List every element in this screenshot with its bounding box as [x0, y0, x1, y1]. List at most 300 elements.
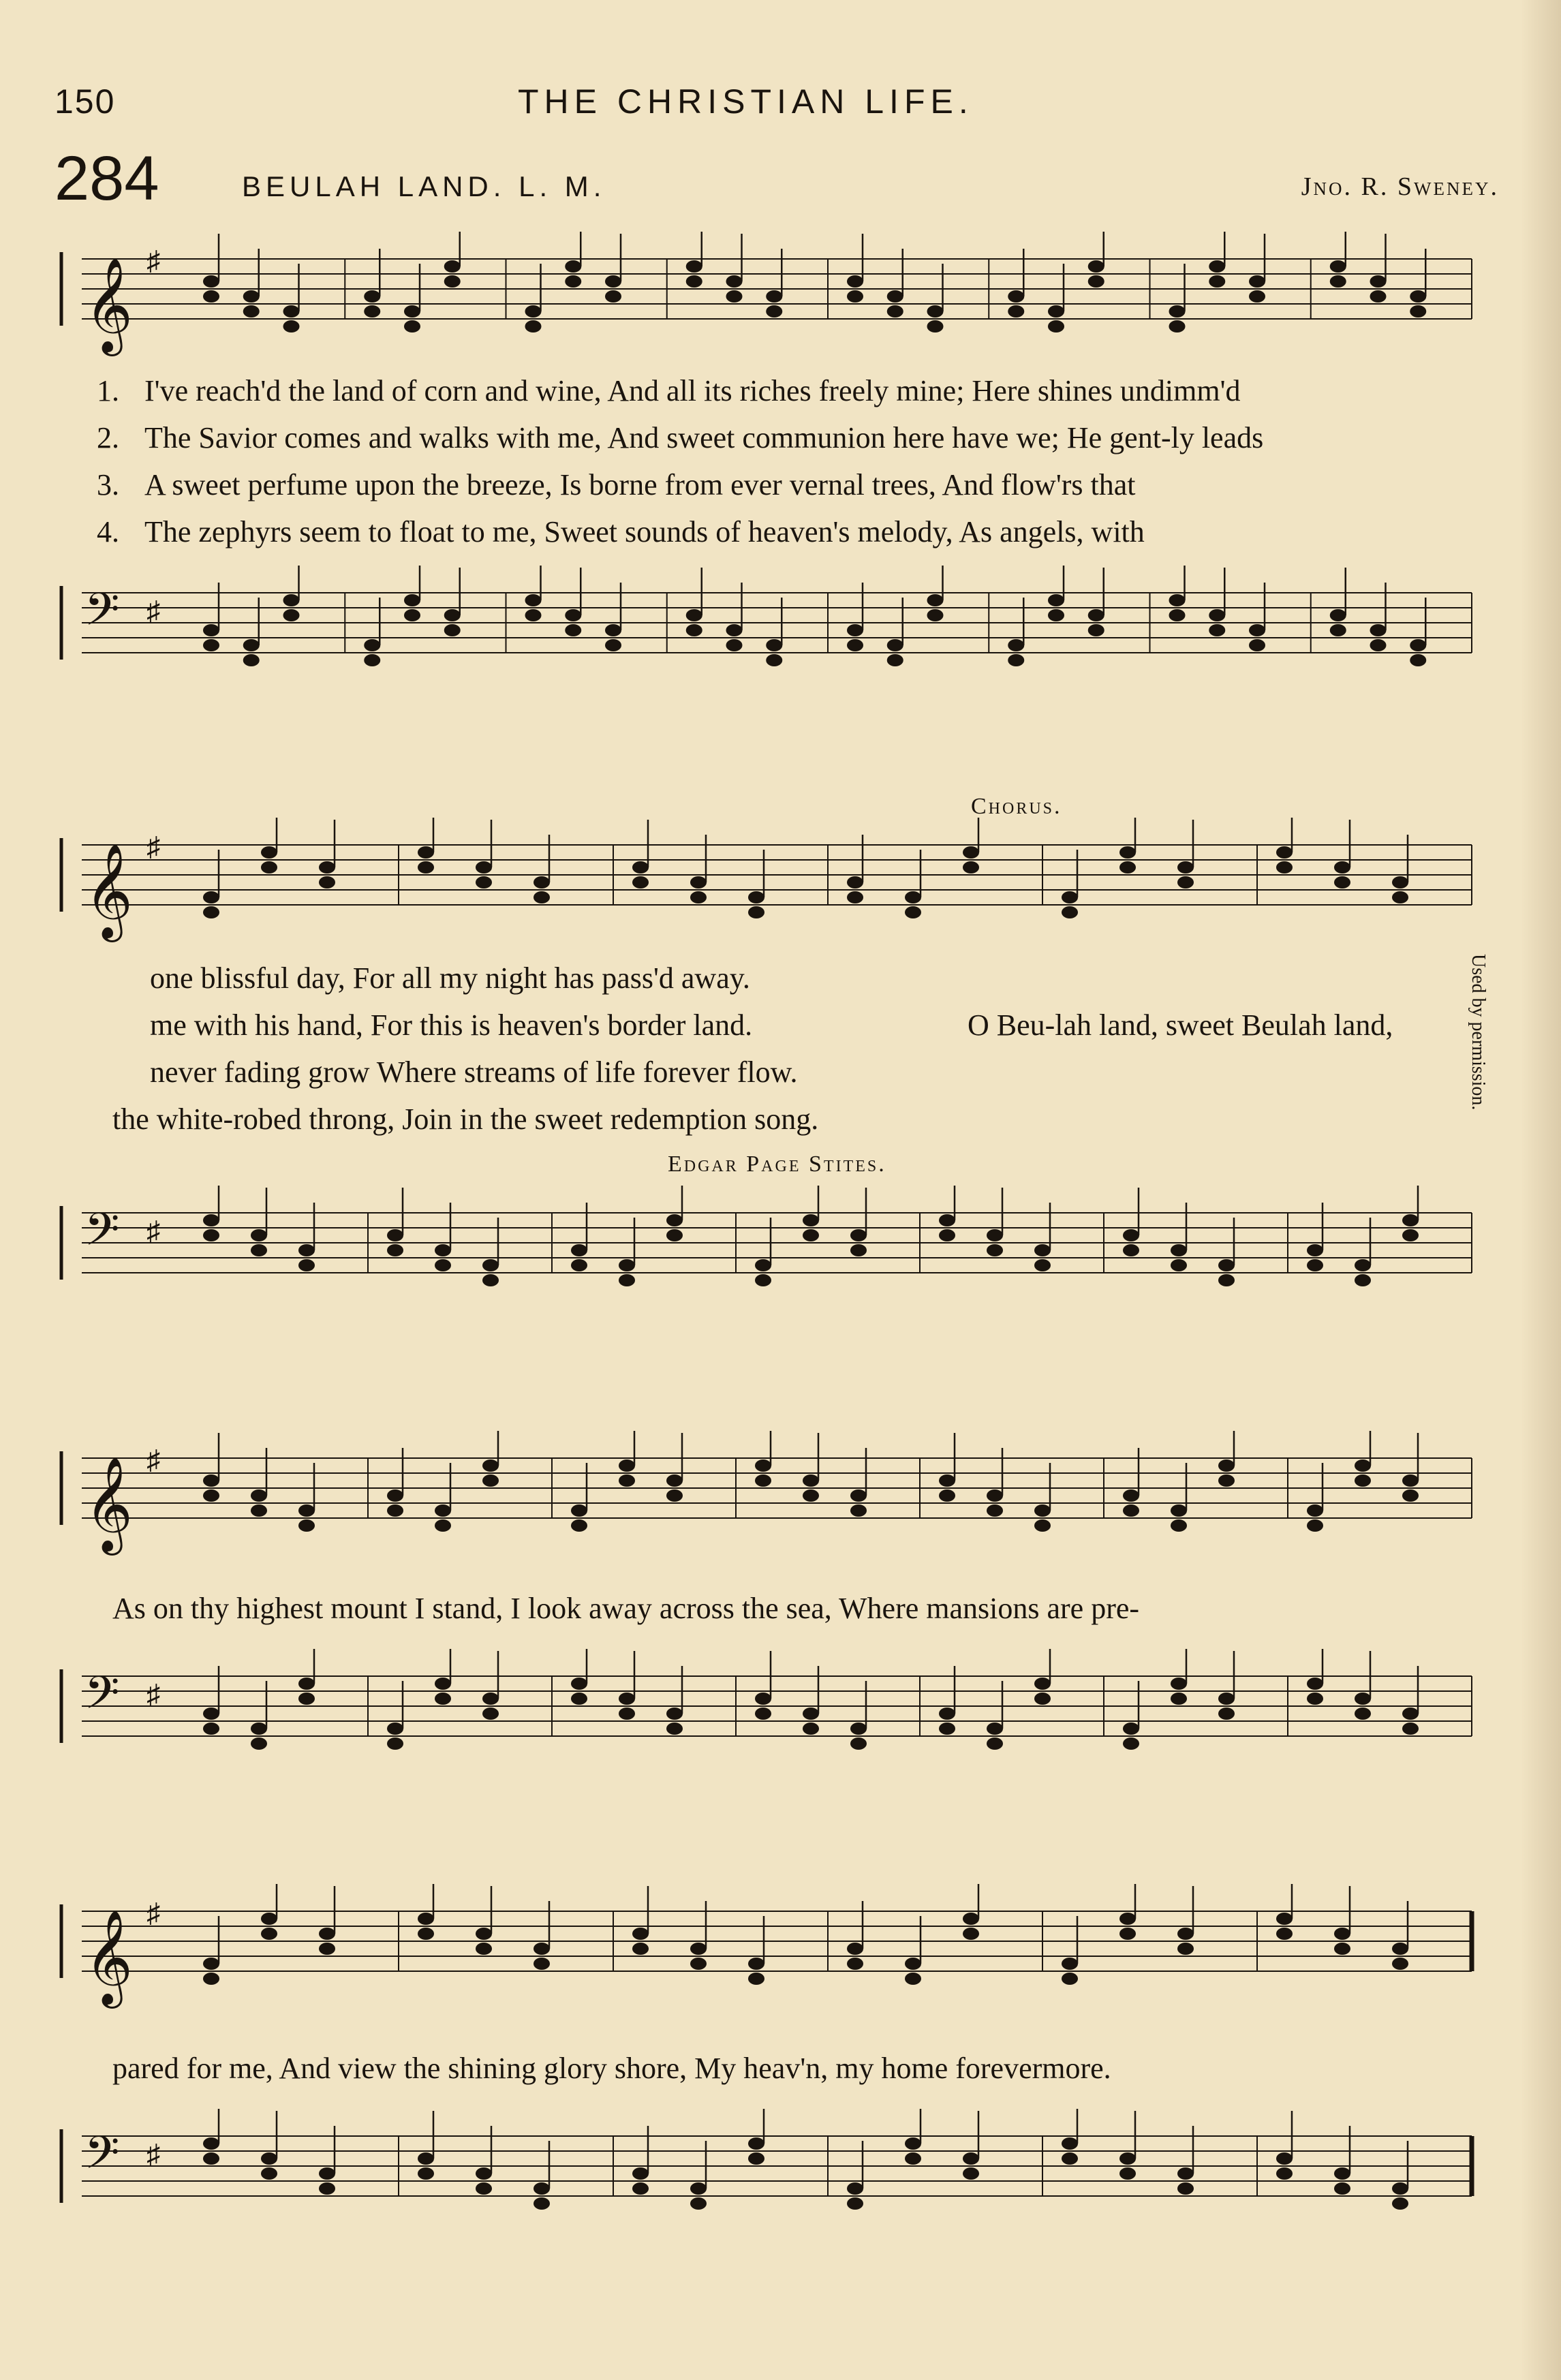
verse-3-line-2: never fading grow Where streams of life forever flow. — [150, 1055, 798, 1089]
note-head — [847, 2182, 863, 2195]
note-head — [686, 275, 702, 288]
note-head — [319, 876, 335, 888]
note-head — [387, 1489, 403, 1502]
note-head — [1330, 609, 1346, 621]
bass-staff-2 — [55, 1186, 1485, 1322]
note-head — [726, 290, 743, 303]
note-head — [755, 1259, 771, 1271]
note-head — [1249, 639, 1265, 651]
note-head — [283, 594, 300, 606]
note-head — [1334, 2182, 1350, 2195]
note-head — [963, 1913, 979, 1925]
note-head — [847, 2197, 863, 2210]
treble-staff-3 — [55, 1431, 1485, 1567]
note-head — [1088, 609, 1104, 621]
note-head — [1048, 609, 1064, 621]
note-head — [1119, 2152, 1136, 2165]
note-head — [482, 1474, 499, 1487]
note-head — [1334, 1943, 1350, 1955]
note-head — [571, 1519, 587, 1532]
note-head — [387, 1229, 403, 1241]
note-head — [1119, 861, 1136, 874]
note-head — [605, 624, 621, 636]
note-head — [905, 2152, 921, 2165]
note-head — [850, 1722, 867, 1735]
note-head — [203, 1722, 219, 1735]
note-head — [482, 1707, 499, 1720]
note-head — [1177, 2167, 1194, 2180]
note-head — [1171, 1244, 1187, 1256]
note-head — [887, 654, 903, 666]
note-head — [850, 1229, 867, 1241]
note-head — [690, 891, 707, 903]
note-head — [1276, 861, 1293, 874]
verse-1-line-2: one blissful day, For all my night has pass'd away. — [150, 961, 750, 995]
note-head — [418, 1913, 434, 1925]
note-head — [605, 275, 621, 288]
note-head — [1330, 624, 1346, 636]
note-head — [435, 1244, 451, 1256]
note-head — [571, 1678, 587, 1690]
music-system-3 — [55, 1417, 1485, 1799]
note-head — [261, 846, 277, 859]
note-head — [203, 624, 219, 636]
note-head — [1218, 1707, 1235, 1720]
key-signature-sharp-icon: ♯ — [146, 596, 160, 626]
note-head — [1123, 1737, 1139, 1750]
note-head — [482, 1259, 499, 1271]
note-head — [1088, 624, 1104, 636]
note-head — [565, 260, 581, 273]
note-head — [987, 1244, 1003, 1256]
key-signature-sharp-icon: ♯ — [146, 1898, 160, 1928]
note-head — [1334, 1928, 1350, 1940]
note-head — [963, 2152, 979, 2165]
note-head — [476, 2182, 492, 2195]
note-head — [1171, 1678, 1187, 1690]
note-head — [435, 1504, 451, 1517]
treble-staff-1 — [55, 232, 1485, 368]
note-head — [435, 1678, 451, 1690]
note-head — [1370, 290, 1387, 303]
note-head — [987, 1229, 1003, 1241]
note-head — [632, 876, 649, 888]
note-head — [1177, 876, 1194, 888]
note-head — [987, 1504, 1003, 1517]
note-head — [1171, 1693, 1187, 1705]
treble-clef-icon: 𝄞 — [84, 258, 133, 352]
note-head — [482, 1693, 499, 1705]
note-head — [847, 891, 863, 903]
note-head — [939, 1722, 955, 1735]
treble-clef-icon: 𝄞 — [84, 1457, 133, 1551]
note-head — [1355, 1474, 1371, 1487]
note-head — [444, 275, 461, 288]
note-head — [203, 1707, 219, 1720]
note-head — [1370, 639, 1387, 651]
note-head — [803, 1474, 819, 1487]
note-head — [987, 1489, 1003, 1502]
note-head — [748, 891, 764, 903]
note-head — [203, 1489, 219, 1502]
note-head — [1402, 1489, 1419, 1502]
permission-note: Used by permission. — [1468, 954, 1489, 1111]
note-head — [963, 1928, 979, 1940]
note-head — [1334, 861, 1350, 874]
note-head — [905, 2137, 921, 2150]
note-head — [1171, 1504, 1187, 1517]
note-head — [418, 2152, 434, 2165]
note-head — [203, 1958, 219, 1970]
note-head — [632, 2167, 649, 2180]
note-head — [565, 624, 581, 636]
note-head — [283, 609, 300, 621]
note-head — [1392, 891, 1408, 903]
note-head — [319, 861, 335, 874]
note-head — [686, 624, 702, 636]
note-head — [690, 2197, 707, 2210]
note-head — [203, 1229, 219, 1241]
note-head — [987, 1737, 1003, 1750]
note-head — [666, 1489, 683, 1502]
note-head — [1034, 1244, 1051, 1256]
note-head — [482, 1459, 499, 1472]
note-head — [319, 1943, 335, 1955]
note-head — [963, 861, 979, 874]
note-head — [387, 1244, 403, 1256]
note-head — [319, 2167, 335, 2180]
note-head — [1402, 1707, 1419, 1720]
note-head — [605, 639, 621, 651]
note-head — [632, 1943, 649, 1955]
note-head — [1370, 624, 1387, 636]
note-head — [298, 1693, 315, 1705]
note-head — [387, 1504, 403, 1517]
note-head — [1334, 2167, 1350, 2180]
note-head — [1008, 654, 1024, 666]
note-head — [847, 1943, 863, 1955]
note-head — [319, 1928, 335, 1940]
note-head — [847, 876, 863, 888]
note-head — [298, 1244, 315, 1256]
note-head — [418, 846, 434, 859]
note-head — [1330, 275, 1346, 288]
note-head — [1088, 260, 1104, 273]
note-head — [1062, 2137, 1078, 2150]
note-head — [251, 1229, 267, 1241]
note-head — [1169, 305, 1186, 318]
note-head — [632, 2182, 649, 2195]
note-head — [1218, 1459, 1235, 1472]
page-header — [55, 82, 1485, 129]
note-head — [476, 861, 492, 874]
note-head — [1169, 594, 1186, 606]
note-head — [251, 1489, 267, 1502]
treble-staff-2 — [55, 818, 1485, 954]
note-head — [534, 891, 550, 903]
note-head — [243, 639, 260, 651]
note-head — [243, 654, 260, 666]
note-head — [666, 1474, 683, 1487]
note-head — [387, 1722, 403, 1735]
note-head — [203, 639, 219, 651]
note-head — [1370, 275, 1387, 288]
note-head — [435, 1259, 451, 1271]
note-head — [755, 1693, 771, 1705]
note-head — [1410, 290, 1426, 303]
note-head — [619, 1274, 635, 1286]
note-head — [1218, 1693, 1235, 1705]
note-head — [939, 1229, 955, 1241]
key-signature-sharp-icon: ♯ — [146, 245, 160, 276]
note-head — [1209, 275, 1225, 288]
key-signature-sharp-icon: ♯ — [146, 1444, 160, 1475]
note-head — [1034, 1693, 1051, 1705]
note-head — [887, 305, 903, 318]
note-head — [755, 1274, 771, 1286]
note-head — [987, 1722, 1003, 1735]
note-head — [1330, 260, 1346, 273]
note-head — [319, 2182, 335, 2195]
bass-staff-3 — [55, 1649, 1485, 1785]
note-head — [283, 305, 300, 318]
note-head — [476, 1928, 492, 1940]
note-head — [803, 1214, 819, 1226]
chorus-line-1: O Beu-lah land, sweet Beulah land, — [968, 1008, 1393, 1042]
note-head — [203, 1973, 219, 1985]
chorus-label: Chorus. — [971, 794, 1062, 819]
note-head — [690, 876, 707, 888]
note-head — [850, 1737, 867, 1750]
note-head — [905, 1973, 921, 1985]
bass-clef-icon: 𝄢 — [84, 583, 120, 647]
note-head — [666, 1214, 683, 1226]
note-head — [1034, 1678, 1051, 1690]
key-signature-sharp-icon: ♯ — [146, 1216, 160, 1246]
note-head — [1392, 2197, 1408, 2210]
note-head — [571, 1244, 587, 1256]
note-head — [1171, 1259, 1187, 1271]
note-head — [619, 1259, 635, 1271]
note-head — [1209, 260, 1225, 273]
note-head — [1392, 876, 1408, 888]
note-head — [619, 1459, 635, 1472]
note-head — [766, 639, 782, 651]
note-head — [1355, 1274, 1371, 1286]
note-head — [387, 1737, 403, 1750]
note-head — [905, 906, 921, 918]
bass-clef-icon: 𝄢 — [84, 1203, 120, 1267]
note-head — [1410, 654, 1426, 666]
note-head — [1249, 624, 1265, 636]
chorus-line-3: pared for me, And view the shining glory shore, My heav'n, my home forevermore. — [112, 2052, 1111, 2085]
note-head — [939, 1489, 955, 1502]
verse-3-line-1: 3. A sweet perfume upon the breeze, Is borne from ever vernal trees, And flow'rs that — [97, 468, 1136, 501]
note-head — [927, 594, 944, 606]
note-head — [476, 2167, 492, 2180]
note-head — [1307, 1259, 1323, 1271]
hymn-heading — [55, 143, 1499, 218]
note-head — [444, 609, 461, 621]
note-head — [1402, 1214, 1419, 1226]
note-head — [1123, 1244, 1139, 1256]
note-head — [748, 906, 764, 918]
running-title: THE CHRISTIAN LIFE. — [518, 82, 974, 121]
note-head — [261, 2152, 277, 2165]
note-head — [755, 1474, 771, 1487]
note-head — [435, 1519, 451, 1532]
note-head — [298, 1504, 315, 1517]
note-head — [525, 594, 542, 606]
note-head — [1402, 1474, 1419, 1487]
note-head — [482, 1274, 499, 1286]
note-head — [1008, 290, 1024, 303]
note-head — [1355, 1259, 1371, 1271]
note-head — [525, 305, 542, 318]
note-head — [418, 1928, 434, 1940]
bass-staff-1 — [55, 566, 1485, 702]
note-head — [1123, 1722, 1139, 1735]
note-head — [444, 260, 461, 273]
note-head — [1218, 1474, 1235, 1487]
note-head — [1062, 906, 1078, 918]
note-head — [1062, 891, 1078, 903]
note-head — [251, 1737, 267, 1750]
note-head — [251, 1722, 267, 1735]
note-head — [1048, 320, 1064, 333]
note-head — [1088, 275, 1104, 288]
note-head — [1307, 1519, 1323, 1532]
note-head — [1249, 275, 1265, 288]
note-head — [887, 639, 903, 651]
note-head — [1392, 1958, 1408, 1970]
note-head — [243, 305, 260, 318]
note-head — [1034, 1504, 1051, 1517]
note-head — [939, 1707, 955, 1720]
note-head — [726, 275, 743, 288]
note-head — [847, 639, 863, 651]
treble-clef-icon: 𝄞 — [84, 1910, 133, 2005]
note-head — [766, 654, 782, 666]
verse-4-line-1: 4. The zephyrs seem to float to me, Sweet sounds of heaven's melody, As angels, with — [97, 515, 1145, 548]
note-head — [298, 1519, 315, 1532]
music-system-1 — [55, 218, 1485, 709]
note-head — [905, 1958, 921, 1970]
bass-clef-icon: 𝄢 — [84, 1667, 120, 1730]
note-head — [203, 906, 219, 918]
note-head — [755, 1459, 771, 1472]
note-head — [847, 1958, 863, 1970]
note-head — [690, 1943, 707, 1955]
note-head — [418, 2167, 434, 2180]
note-head — [1177, 861, 1194, 874]
note-head — [261, 1928, 277, 1940]
note-head — [534, 876, 550, 888]
note-head — [1123, 1229, 1139, 1241]
note-head — [404, 594, 420, 606]
note-head — [203, 891, 219, 903]
note-head — [1123, 1489, 1139, 1502]
note-head — [619, 1693, 635, 1705]
note-head — [525, 609, 542, 621]
note-head — [748, 2137, 764, 2150]
note-head — [404, 320, 420, 333]
note-head — [1392, 2182, 1408, 2195]
note-head — [534, 1943, 550, 1955]
page-edge-shading — [1520, 0, 1561, 2380]
bass-staff-4 — [55, 2109, 1485, 2245]
note-head — [1307, 1244, 1323, 1256]
note-head — [666, 1722, 683, 1735]
note-head — [1276, 2152, 1293, 2165]
key-signature-sharp-icon: ♯ — [146, 831, 160, 862]
note-head — [404, 305, 420, 318]
note-head — [887, 290, 903, 303]
note-head — [203, 275, 219, 288]
note-head — [565, 275, 581, 288]
note-head — [1355, 1459, 1371, 1472]
hymn-number: 284 — [55, 144, 159, 213]
note-head — [632, 1928, 649, 1940]
note-head — [1355, 1693, 1371, 1705]
bass-clef-icon: 𝄢 — [84, 2127, 120, 2190]
note-head — [203, 2152, 219, 2165]
note-head — [534, 2197, 550, 2210]
verse-2-line-2: me with his hand, For this is heaven's border land. — [150, 1008, 753, 1042]
note-head — [1119, 1928, 1136, 1940]
note-head — [963, 846, 979, 859]
note-head — [690, 1958, 707, 1970]
note-head — [666, 1229, 683, 1241]
note-head — [1169, 320, 1186, 333]
note-head — [1169, 609, 1186, 621]
note-head — [803, 1707, 819, 1720]
note-head — [1276, 846, 1293, 859]
note-head — [418, 861, 434, 874]
note-head — [1119, 2167, 1136, 2180]
note-head — [803, 1722, 819, 1735]
note-head — [939, 1474, 955, 1487]
note-head — [666, 1707, 683, 1720]
verse-2-line-1: 2. The Savior comes and walks with me, And sweet communion here have we; He gent-ly leads — [97, 421, 1264, 454]
note-head — [905, 891, 921, 903]
note-head — [1307, 1678, 1323, 1690]
note-head — [364, 639, 380, 651]
note-head — [435, 1693, 451, 1705]
note-head — [927, 305, 944, 318]
note-head — [1062, 1958, 1078, 1970]
note-head — [1008, 639, 1024, 651]
note-head — [619, 1707, 635, 1720]
note-head — [1218, 1274, 1235, 1286]
note-head — [1171, 1519, 1187, 1532]
note-head — [203, 1474, 219, 1487]
note-head — [927, 609, 944, 621]
key-signature-sharp-icon: ♯ — [146, 1679, 160, 1710]
treble-clef-icon: 𝄞 — [84, 844, 133, 938]
note-head — [690, 2182, 707, 2195]
note-head — [939, 1214, 955, 1226]
note-head — [1402, 1722, 1419, 1735]
note-head — [632, 861, 649, 874]
treble-staff-4 — [55, 1884, 1485, 2020]
note-head — [1119, 1913, 1136, 1925]
note-head — [1410, 639, 1426, 651]
note-head — [850, 1244, 867, 1256]
note-head — [748, 2152, 764, 2165]
note-head — [847, 290, 863, 303]
note-head — [686, 609, 702, 621]
